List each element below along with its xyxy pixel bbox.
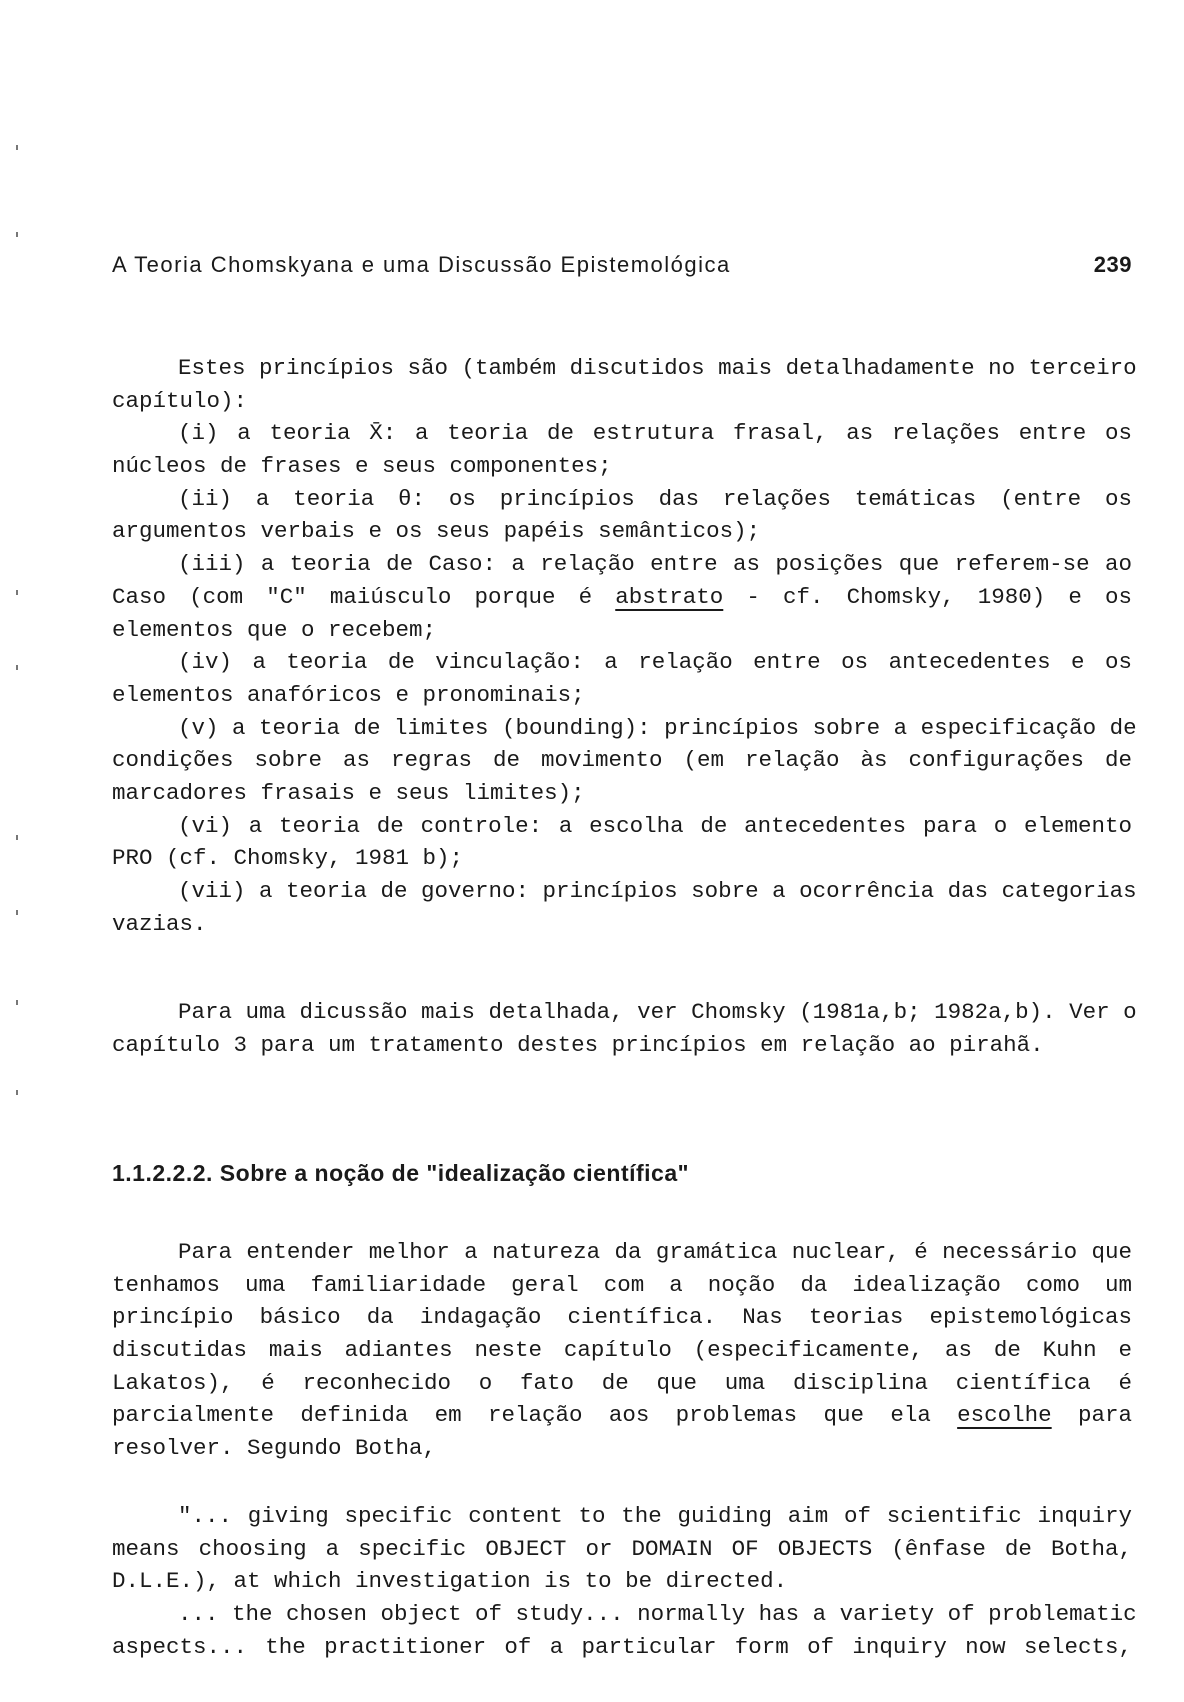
further-reading (112, 996, 1137, 1061)
page-number: 239 (1093, 252, 1132, 277)
text-line: Para entender melhor a natureza da gramática nuclear, é necessário que (178, 1239, 1132, 1265)
text-line: capítulo): (112, 387, 248, 414)
underlined-word: abstrato (615, 583, 724, 610)
section-paragraph (112, 1236, 1132, 1465)
footnote-block (112, 352, 1137, 940)
scan-mark (16, 910, 18, 915)
scan-mark (16, 590, 18, 595)
text-line: núcleos de frases e seus componentes; (112, 453, 612, 480)
scan-mark (16, 1090, 18, 1095)
list-item-vii: (vii) a teoria de governo: princípios sobre a ocorrência das categorias (178, 878, 1137, 904)
text-line: Estes princípios são (também discutidos mais detalhadamente no terceiro (178, 355, 1137, 381)
running-header (112, 252, 1132, 278)
text-line: means choosing a specific OBJECT or DOMAIN OF OBJECTS (ênfase de Botha, (112, 1535, 1132, 1562)
running-title: A Teoria Chomskyana e uma Discussão Epistemológica (112, 252, 731, 277)
text-line: capítulo 3 para um tratamento destes princípios em relação ao pirahã. (112, 1031, 1044, 1058)
text-line: vazias. (112, 910, 207, 937)
text-span: - cf. Chomsky, 1980) e os (723, 583, 1133, 610)
text-span: parcialmente definida em relação aos problemas que ela (112, 1402, 958, 1429)
text-line: Para uma dicussão mais detalhada, ver Chomsky (1981a,b; 1982a,b). Ver o (178, 999, 1137, 1025)
text-span: Caso (com "C" maiúsculo porque é (112, 583, 616, 610)
list-item-ii: (ii) a teoria θ: os princípios das relações temáticas (entre os (178, 485, 1132, 512)
scan-mark (16, 232, 18, 237)
text-line: elementos que o recebem; (112, 616, 437, 643)
text-line (112, 1399, 1132, 1432)
text-line: discutidas mais adiantes neste capítulo (especificamente, as de Kuhn e (112, 1337, 1132, 1364)
text-line: argumentos verbais e os seus papéis semânticos); (112, 518, 761, 545)
text-line: "... giving specific content to the guiding aim of scientific inquiry (178, 1503, 1132, 1529)
scan-mark (16, 835, 18, 840)
list-item-vi: (vi) a teoria de controle: a escolha de antecedentes para o elemento (178, 812, 1132, 839)
block-quote (112, 1500, 1137, 1663)
scan-mark (16, 1000, 18, 1005)
text-line: Lakatos), é reconhecido o fato de que uma disciplina científica é (112, 1369, 1132, 1396)
text-line (112, 581, 1132, 614)
list-item-iv: (iv) a teoria de vinculação: a relação entre os antecedentes e os (178, 649, 1132, 676)
text-line: D.L.E.), at which investigation is to be directed. (112, 1568, 788, 1595)
text-line: aspects... the practitioner of a particular form of inquiry now selects, (112, 1633, 1132, 1660)
text-line: resolver. Segundo Botha, (112, 1435, 437, 1462)
scan-mark (16, 665, 18, 670)
text-line: ... the chosen object of study... normally has a variety of problematic (178, 1601, 1137, 1628)
text-line: tenhamos uma familiaridade geral com a noção da idealização como um (112, 1271, 1132, 1298)
text-line: elementos anafóricos e pronominais; (112, 681, 585, 708)
list-item-iii: (iii) a teoria de Caso: a relação entre as posições que referem-se ao (178, 551, 1132, 578)
text-line: PRO (cf. Chomsky, 1981 b); (112, 845, 464, 872)
text-line: princípio básico da indagação científica. Nas teorias epistemológicas (112, 1304, 1132, 1331)
scan-mark (16, 145, 18, 150)
section-heading: 1.1.2.2.2. Sobre a noção de "idealização científica" (112, 1160, 690, 1186)
text-line: condições sobre as regras de movimento (em relação às configurações de (112, 747, 1132, 774)
underlined-word: escolhe (957, 1402, 1052, 1429)
text-span: para (1051, 1402, 1132, 1429)
list-item-i: (i) a teoria X̄: a teoria de estrutura frasal, as relações entre os (178, 420, 1132, 447)
text-line: marcadores frasais e seus limites); (112, 779, 585, 806)
list-item-v: (v) a teoria de limites (bounding): princípios sobre a especificação de (178, 714, 1137, 741)
